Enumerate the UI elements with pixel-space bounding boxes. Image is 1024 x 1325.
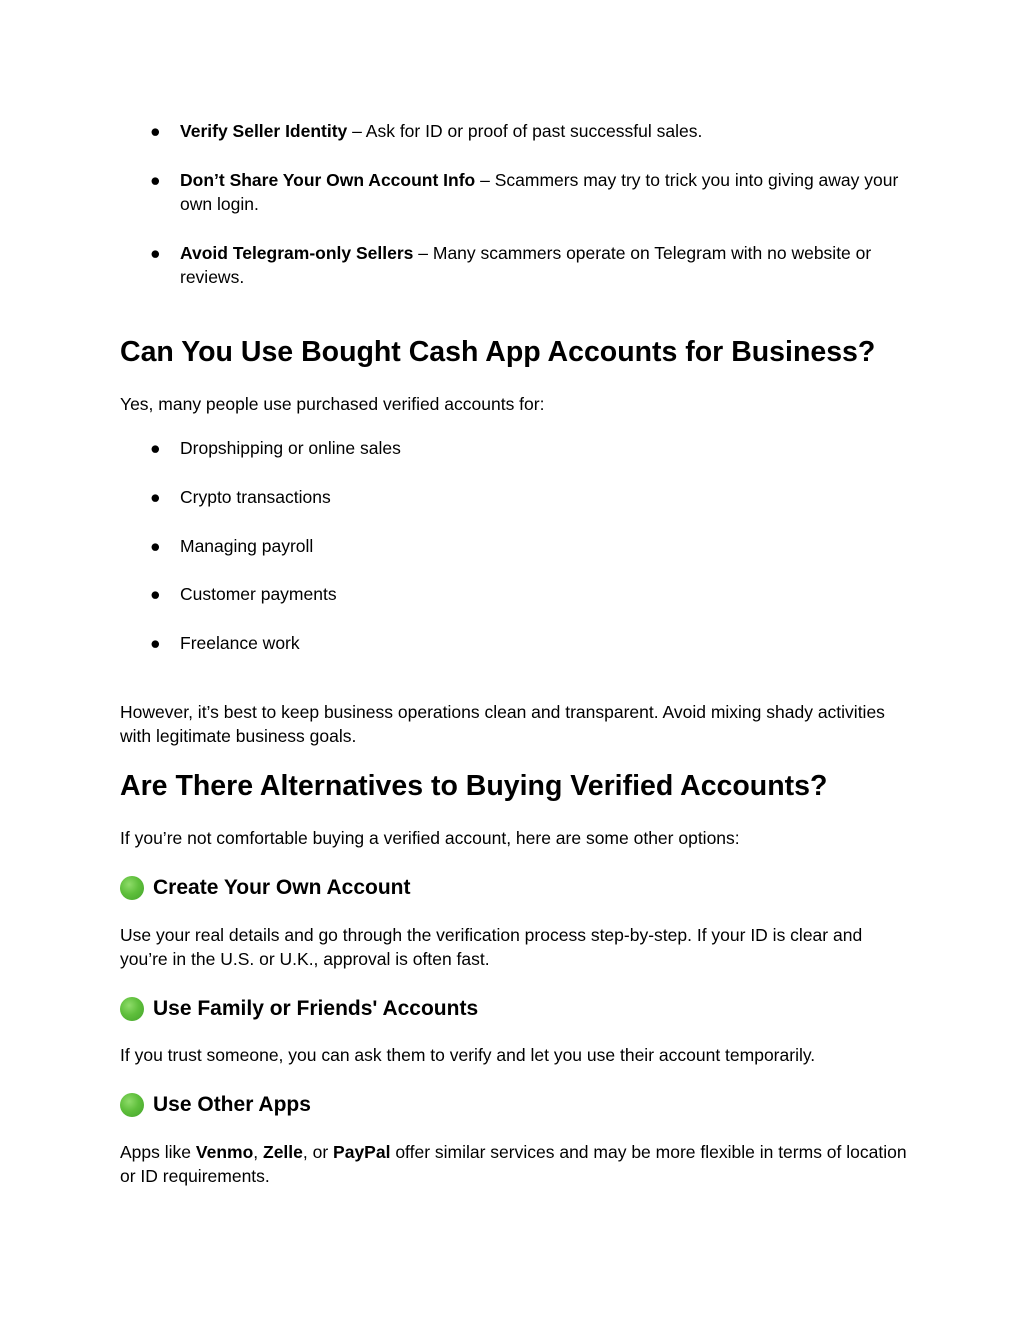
separator: , or bbox=[302, 1142, 334, 1162]
other-apps-suffix: offer similar services and may be more flexible in terms of location or ID requirements. bbox=[120, 1142, 907, 1186]
other-apps-body bbox=[120, 1140, 910, 1188]
green-circle-icon bbox=[120, 997, 144, 1021]
bullet-dot: ● bbox=[150, 121, 161, 141]
list-item-text: Dropshipping or online sales bbox=[180, 438, 401, 458]
list-item bbox=[0, 436, 1024, 460]
list-item-text: Customer payments bbox=[180, 584, 337, 604]
subheading-other-apps bbox=[120, 1091, 311, 1119]
bullet-bold-label: Verify Seller Identity bbox=[180, 121, 348, 141]
bullet-dot: ● bbox=[150, 633, 161, 653]
business-intro: Yes, many people use purchased verified accounts for: bbox=[120, 394, 545, 414]
bullet-dot: ● bbox=[150, 170, 161, 190]
bullet-text: – Ask for ID or proof of past successful sales. bbox=[347, 121, 703, 141]
bullet-dot: ● bbox=[150, 487, 161, 507]
list-item-text: Managing payroll bbox=[180, 536, 314, 556]
bullet-text: – Many scammers operate on Telegram with no website or reviews. bbox=[180, 243, 872, 287]
bullet-bold-label: Don’t Share Your Own Account Info bbox=[180, 170, 476, 190]
bullet-text: – Scammers may try to trick you into giving away your own login. bbox=[180, 170, 899, 214]
business-note: However, it’s best to keep business operations clean and transparent. Avoid mixing shady activities with legitimate business goals. bbox=[120, 702, 885, 746]
separator: , bbox=[253, 1142, 263, 1162]
green-circle-icon bbox=[120, 876, 144, 900]
own-account-body: Use your real details and go through the verification process step-by-step. If your ID is clear and you’re in the U.S. or U.K., approval is often fast. bbox=[120, 925, 863, 969]
subheading-other-apps-label: Use Other Apps bbox=[153, 1093, 311, 1116]
subheading-family-accounts bbox=[120, 995, 478, 1023]
app-name-zelle: Zelle bbox=[263, 1142, 303, 1162]
bullet-avoid-telegram bbox=[0, 241, 1024, 289]
list-item bbox=[0, 485, 1024, 509]
heading-alternatives: Are There Alternatives to Buying Verified Accounts? bbox=[120, 770, 828, 802]
bullet-bold-label: Avoid Telegram-only Sellers bbox=[180, 243, 414, 263]
other-apps-prefix: Apps like bbox=[120, 1142, 196, 1162]
list-item bbox=[0, 631, 1024, 655]
bullet-dot: ● bbox=[150, 243, 161, 263]
list-item-text: Crypto transactions bbox=[180, 487, 331, 507]
list-item bbox=[0, 534, 1024, 558]
subheading-own-account-label: Create Your Own Account bbox=[153, 876, 411, 899]
app-name-paypal: PayPal bbox=[333, 1142, 391, 1162]
alternatives-intro: If you’re not comfortable buying a verified account, here are some other options: bbox=[120, 828, 740, 848]
bullet-dot: ● bbox=[150, 536, 161, 556]
bullet-dont-share bbox=[0, 168, 1024, 216]
green-circle-icon bbox=[120, 1093, 144, 1117]
subheading-own-account bbox=[120, 874, 411, 902]
family-accounts-body: If you trust someone, you can ask them to verify and let you use their account temporarily. bbox=[120, 1045, 816, 1065]
subheading-family-accounts-label: Use Family or Friends' Accounts bbox=[153, 997, 479, 1020]
list-item-text: Freelance work bbox=[180, 633, 300, 653]
bullet-dot: ● bbox=[150, 584, 161, 604]
app-name-venmo: Venmo bbox=[195, 1142, 254, 1162]
bullet-verify-seller bbox=[0, 119, 1024, 143]
heading-business: Can You Use Bought Cash App Accounts for Business? bbox=[120, 336, 876, 368]
bullet-dot: ● bbox=[150, 438, 161, 458]
list-item bbox=[0, 582, 1024, 606]
